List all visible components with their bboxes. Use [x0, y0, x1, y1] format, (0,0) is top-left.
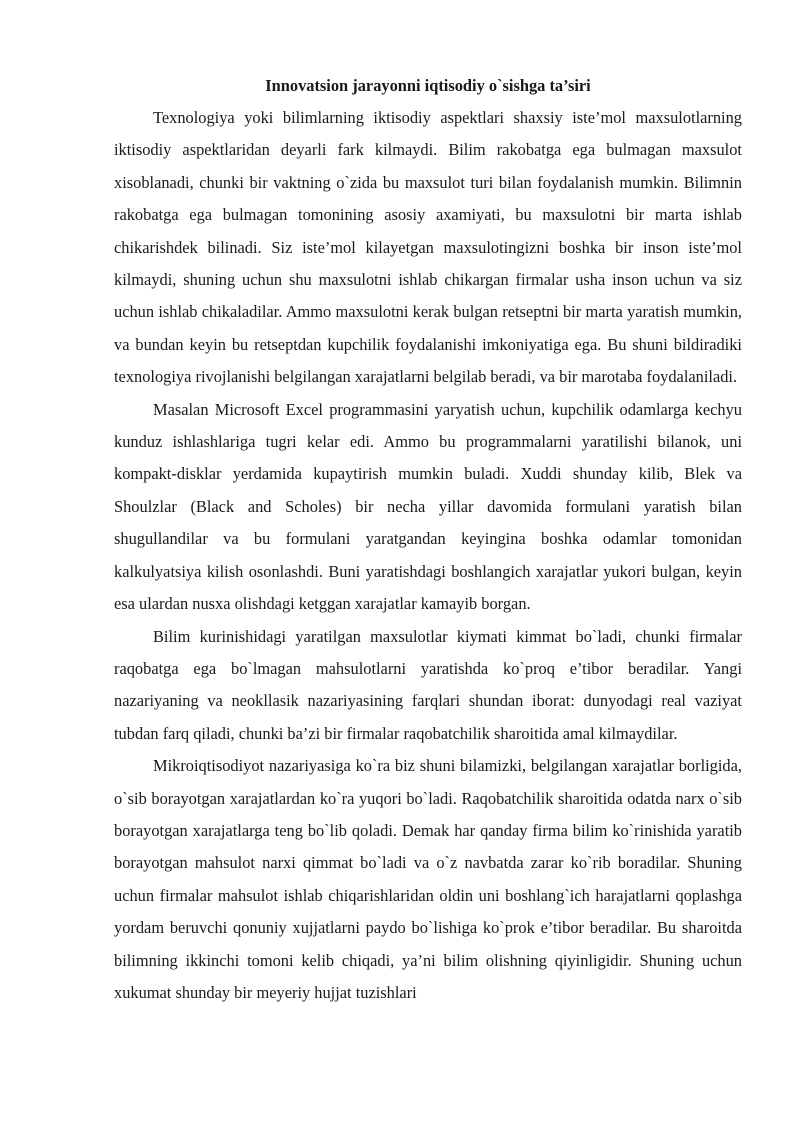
paragraph-1: Texnologiya yoki bilimlarning iktisodiy aspektlari shaxsiy iste’mol maxsulotlarning iktisodiy aspektlaridan deyarli fark kilmaydi. Bilim rakobatga ega bulmagan maxsulot xisoblanadi, chunki bir vaktning o`zida bu maxsulot turi bilan foydalanish mumkin. Bilimnin rakobatga ega bulmagan tomonining asosiy axamiyati, bu maxsulotni bir marta ishlab chikarishdek bilinadi. Siz iste’mol kilayetgan maxsulotingizni boshka bir inson iste’mol kilmaydi, shuning uchun shu maxsulotni ishlab chikargan firmalar usha inson uchun va siz uchun ishlab chikaladilar. Ammo maxsulotni kerak bulgan retseptni bir marta yaratish mumkin, va bundan keyin bu retseptdan kupchilik foydalanishi imkoniyatiga ega. Bu shuni bildiradiki texnologiya rivojlanishi belgilangan xarajatlarni belgilab beradi, va bir marotaba foydalaniladi. — [114, 108, 742, 387]
document-body — [114, 70, 742, 1009]
paragraph-4: Mikroiqtisodiyot nazariyasiga ko`ra biz shuni bilamizki, belgilangan xarajatlar borligida, o`sib borayotgan xarajatlardan ko`ra yuqori bo`ladi. Raqobatchilik sharoitida odatda narx o`sib borayotgan xarajatlarga teng bo`lib qoladi. Demak har qanday firma bilim ko`rinishida yaratib borayotgan mahsulot narxi qimmat bo`ladi va o`z navbatda zarar ko`rib boradilar. Shuning uchun firmalar mahsulot ishlab chiqarishlaridan oldin uni boshlang`ich harajatlarni qoplashga yordam beruvchi qonuniy xujjatlarni paydo bo`lishiga ko`prok e’tibor beradilar. Bu sharoitda bilimning ikkinchi tomoni kelib chiqadi, ya’ni bilim olishning qiyinligidir. Shuning uchun xukumat shunday bir meyeriy hujjat tuzishlari — [114, 756, 742, 1002]
document-title: Innovatsion jarayonni iqtisodiy o`sishga ta’siri — [265, 76, 591, 95]
paragraph-2: Masalan Microsoft Excel programmasini yaryatish uchun, kupchilik odamlarga kechyu kunduz ishlashlariga tugri kelar edi. Ammo bu programmalarni yaratilishi bilanok, uni kompakt-disklar yerdamida kupaytirish mumkin buladi. Xuddi shunday kilib, Blek va Shoulzlar (Black and Scholes) bir necha yillar davomida formulani yaratish bilan shugullandilar va bu formulani yaratgandan keyingina boshka odamlar tomonidan kalkulyatsiya kilish osonlashdi. Buni yaratishdagi boshlangich xarajatlar yukori bulgan, keyin esa ulardan nusxa olishdagi ketggan xarajatlar kamayib borgan. — [114, 399, 742, 614]
paragraph-3: Bilim kurinishidagi yaratilgan maxsulotlar kiymati kimmat bo`ladi, chunki firmalar raqobatga ega bo`lmagan mahsulotlarni yaratishda ko`proq e’tibor beradilar. Yangi nazariyaning va neokllasik nazariyasining farqlari shundan iborat: dunyodagi real vaziyat tubdan farq qiladi, chunki ba’zi bir firmalar raqobatchilik sharoitida amal kilmaydilar. — [114, 626, 742, 743]
